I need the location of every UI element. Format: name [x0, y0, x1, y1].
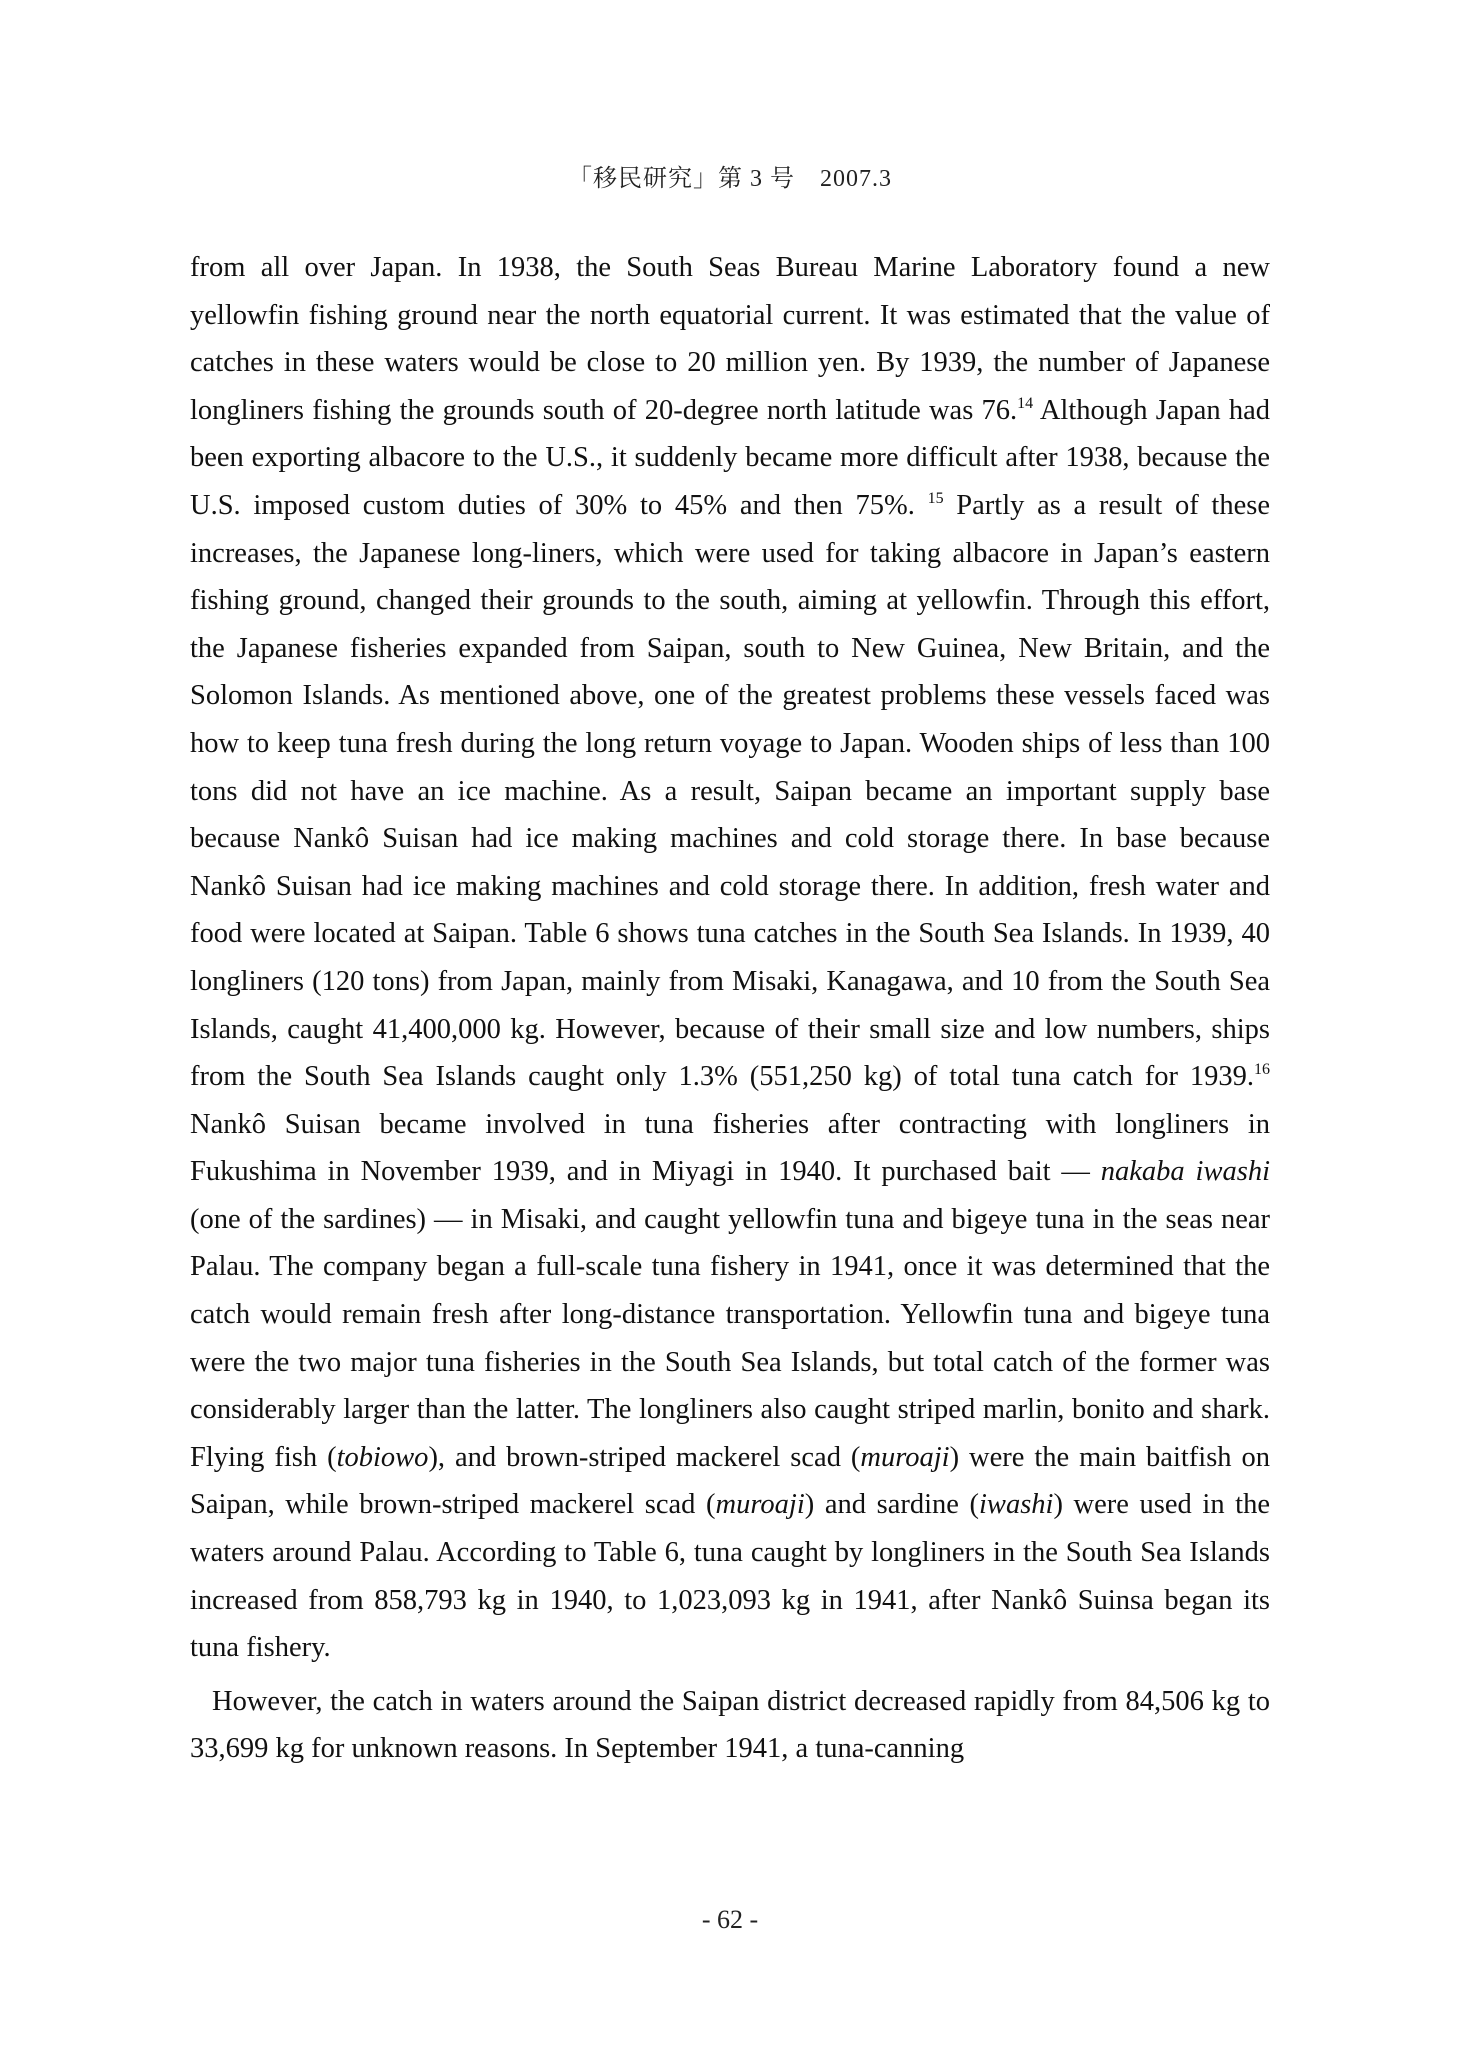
text-run: ) and sardine (	[804, 1489, 980, 1521]
paragraph-2: However, the catch in waters around the Saipan district decreased rapidly from 84,506 kg to 33,699 kg for unknown reasons. In September 1941, a tuna-canning	[190, 1685, 1270, 1765]
running-head: 「移民研究」第 3 号 2007.3	[568, 166, 892, 192]
footnote-ref-14: 14	[1017, 394, 1034, 412]
page-number: - 62 -	[701, 1905, 759, 1934]
italic-term: muroaji	[860, 1441, 950, 1473]
text-run: (one of the sardines) — in Misaki, and caught yellowfin tuna and bigeye tuna in the seas near Palau. The company began a full-scale tuna fishery in 1941, once it was determined that the catch would remain fresh after long-distance transportation. Yellowfin tuna and bigeye tuna were the two major tuna fisheries in the South Sea Islands, but total catch of the former was considerably larger than the latter. The longliners also caught striped marlin, bonito and shark. Flying fish (	[190, 1203, 1270, 1473]
italic-term: tobiowo	[336, 1441, 429, 1473]
italic-term: muroaji	[715, 1489, 805, 1521]
italic-term: nakaba iwashi	[1100, 1156, 1270, 1188]
text-run: ) were the main baitfish on Saipan, while brown-striped mackerel scad (	[190, 1441, 1270, 1521]
text-run: ), and brown-striped mackerel scad (	[428, 1441, 861, 1473]
text-run: from all over Japan. In 1938, the South Seas Bureau Marine Laboratory found a new yellowfin fishing ground near the north equatorial current. It was estimated that the value of catches in these waters would be close to 20 million yen. By 1939, the number of Japanese longliners fishing the grounds south of 20-degree north latitude was 76.	[190, 252, 1270, 426]
text-run: ) were used in the waters around Palau. According to Table 6, tuna caught by longliners in the South Sea Islands increased from 858,793 kg in 1940, to 1,023,093 kg in 1941, after Nankô Suinsa began its tuna fishery.	[190, 1489, 1271, 1664]
text-run: Nankô Suisan became involved in tuna fisheries after contracting with longliners in Fukushima in November 1939, and in Miyagi in 1940. It purchased bait —	[190, 1108, 1270, 1188]
italic-term: iwashi	[979, 1489, 1054, 1521]
body-text	[190, 244, 1270, 1773]
footnote-ref-16: 16	[1254, 1061, 1270, 1079]
text-run: Although Japan had been exporting albacore to the U.S., it suddenly became more difficult after 1938, because the U.S. imposed custom duties of 30% to 45% and then 75%.	[190, 394, 1270, 521]
text-run: Partly as a result of these increases, the Japanese long-liners, which were used for taking albacore in Japan’s eastern fishing ground, changed their grounds to the south, aiming at yellowfin. Through this effort, the Japanese fisheries expanded from Saipan, south to New Guinea, New Britain, and the Solomon Islands. As mentioned above, one of the greatest problems these vessels faced was how to keep tuna fresh during the long return voyage to Japan. Wooden ships of less than 100 tons did not have an ice machine. As a result, Saipan became an important supply base because Nankô Suisan had ice making machines and cold storage there. In base because Nankô Suisan had ice making machines and cold storage there. In addition, fresh water and food were located at Saipan. Table 6 shows tuna catches in the South Sea Islands. In 1939, 40 longliners (120 tons) from Japan, mainly from Misaki, Kanagawa, and 10 from the South Sea Islands, caught 41,400,000 kg. However, because of their small size and low numbers, ships from the South Sea Islands caught only 1.3% (551,250 kg) of total tuna catch for 1939.	[190, 489, 1270, 1093]
paragraph-1	[190, 244, 1270, 1672]
footnote-ref-15: 15	[927, 489, 944, 507]
